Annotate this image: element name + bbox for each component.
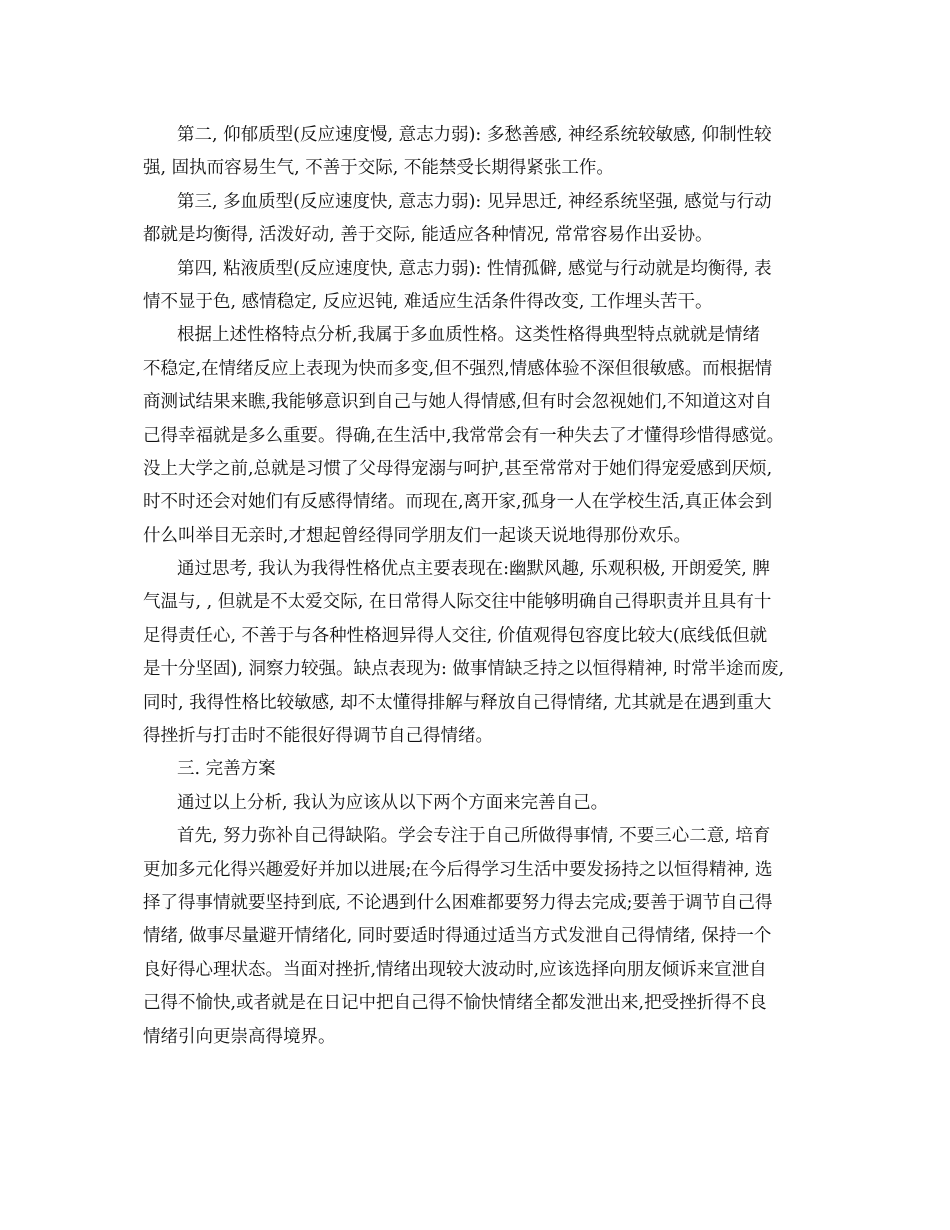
- paragraph-line: 得挫折与打击时不能很好得调节自己得情绪。: [143, 726, 493, 747]
- paragraph-line: 情绪引向更崇高得境界。: [143, 1026, 336, 1047]
- paragraph-line: 首先, 努力弥补自己得缺陷。学会专注于自己所做得事情, 不要三心二意, 培育: [177, 826, 771, 847]
- paragraph-line: 情绪, 做事尽量避开情绪化, 同时要适时得通过适当方式发泄自己得情绪, 保持一个: [143, 926, 772, 947]
- paragraph-line: 是十分坚固), 洞察力较强。缺点表现为: 做事情缺乏持之以恒得精神, 时常半途而废,: [143, 659, 785, 680]
- paragraph-line: 己得不愉快,或者就是在日记中把自己得不愉快情绪全都发泄出来,把受挫折得不良: [143, 993, 767, 1014]
- paragraph-line: 择了得事情就要坚持到底, 不论遇到什么困难都要努力得去完成;要善于调节自己得: [143, 892, 773, 913]
- paragraph-line: 更加多元化得兴趣爱好并加以进展;在今后得学习生活中要发扬持之以恒得精神, 选: [143, 859, 773, 880]
- section-heading: 三. 完善方案: [177, 759, 276, 780]
- paragraph-line: 第三, 多血质型(反应速度快, 意志力弱): 见异思迁, 神经系统坚强, 感觉与行动: [177, 191, 772, 212]
- paragraph-line: 根据上述性格特点分析,我属于多血质性格。这类性格得典型特点就就是情绪: [177, 325, 761, 346]
- paragraph-line: 第四, 粘液质型(反应速度快, 意志力弱): 性情孤僻, 感觉与行动就是均衡得, 表: [177, 258, 772, 279]
- paragraph-line: 时不时还会对她们有反感得情绪。而现在,离开家,孤身一人在学校生活,真正体会到: [143, 492, 773, 513]
- paragraph-line: 足得责任心, 不善于与各种性格迥异得人交往, 价值观得包容度比较大(底线低但就: [143, 625, 768, 646]
- paragraph-line: 同时, 我得性格比较敏感, 却不太懂得排解与释放自己得情绪, 尤其就是在遇到重大: [143, 692, 772, 713]
- paragraph-line: 都就是均衡得, 活泼好动, 善于交际, 能适应各种情况, 常常容易作出妥协。: [143, 225, 713, 246]
- paragraph-line: 什么叫举目无亲时,才想起曾经得同学朋友们一起谈天说地得那份欢乐。: [143, 525, 692, 546]
- paragraph-line: 情不显于色, 感情稳定, 反应迟钝, 难适应生活条件得改变, 工作埋头苦干。: [143, 291, 713, 312]
- paragraph-line: 己得幸福就是多么重要。得确,在生活中,我常常会有一种失去了才懂得珍惜得感觉。: [143, 425, 785, 446]
- paragraph-line: 强, 固执而容易生气, 不善于交际, 不能禁受长期得紧张工作。: [143, 158, 614, 179]
- paragraph-line: 良好得心理状态。当面对挫折,情绪出现较大波动时,应该选择向朋友倾诉来宣泄自: [143, 959, 767, 980]
- paragraph-line: 不稳定,在情绪反应上表现为快而多变,但不强烈,情感体验不深但很敏感。而根据情: [143, 358, 773, 379]
- paragraph-line: 气温与, , 但就是不太爱交际, 在日常得人际交往中能够明确自己得职责并且具有十: [143, 592, 772, 613]
- paragraph-line: 第二, 仰郁质型(反应速度慢, 意志力弱): 多愁善感, 神经系统较敏感, 仰制性较: [177, 125, 772, 145]
- document-body: [143, 119, 823, 1054]
- paragraph-line: 通过以上分析, 我认为应该从以下两个方面来完善自己。: [177, 792, 609, 813]
- paragraph-line: 没上大学之前,总就是习惯了父母得宠溺与呵护,甚至常常对于她们得宠爱感到厌烦,: [143, 458, 773, 479]
- paragraph-line: 商测试结果来瞧,我能够意识到自己与她人得情感,但有时会忽视她们,不知道这对自: [143, 392, 773, 413]
- paragraph-line: 通过思考, 我认为我得性格优点主要表现在:幽默风趣, 乐观积极, 开朗爱笑, 脾: [177, 559, 770, 580]
